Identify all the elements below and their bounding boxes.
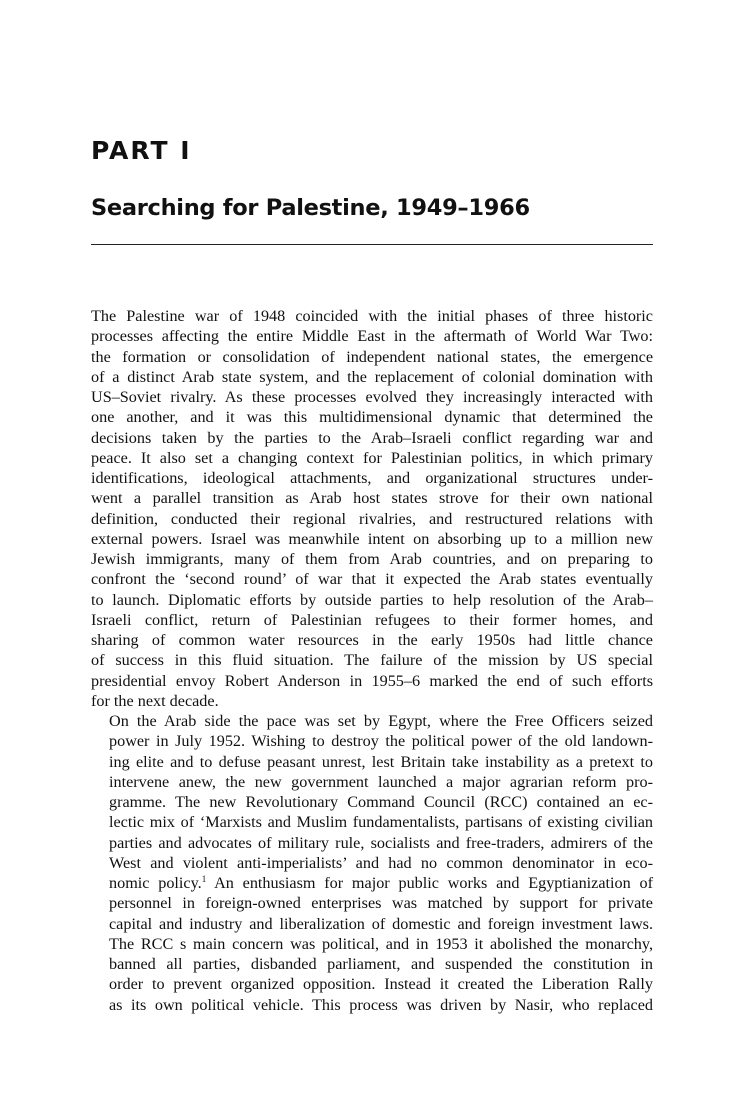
text-line: to launch. Diplomatic efforts by outside parties to help resolution of the Arab– (91, 590, 653, 609)
text-line: the formation or consolidation of independent national states, the emergence (91, 347, 653, 366)
text-line: The RCC s main concern was political, and in 1953 it abolished the monarchy, (109, 934, 653, 953)
text-fragment: nomic policy. (109, 874, 202, 892)
text-line: decisions taken by the parties to the Arab–Israeli conflict regarding war and (91, 428, 653, 447)
text-line: ing elite and to defuse peasant unrest, lest Britain take instability as a pretext to (109, 752, 653, 771)
text-line: processes affecting the entire Middle East in the aftermath of World War Two: (91, 327, 653, 346)
text-line: personnel in foreign-owned enterprises was matched by support for private (109, 894, 653, 913)
text-line: one another, and it was this multidimensional dynamic that determined the (91, 408, 653, 427)
text-line: On the Arab side the pace was set by Egypt, where the Free Officers seized (109, 712, 653, 730)
text-line: external powers. Israel was meanwhile intent on absorbing up to a million new (91, 529, 653, 548)
footnote-marker[interactable]: 1 (201, 874, 207, 884)
text-line: West and violent anti-imperialists’ and had no common denominator in eco- (109, 853, 653, 872)
text-line: peace. It also set a changing context for Palestinian politics, in which primary (91, 448, 653, 467)
text-line: Israeli conflict, return of Palestinian refugees to their former homes, and (91, 610, 653, 629)
text-fragment: An enthusiasm for major public works and Egyptianization of (206, 874, 653, 892)
text-line: of a distinct Arab state system, and the replacement of colonial domination with (91, 367, 653, 386)
text-line: confront the ‘second round’ of war that it expected the Arab states eventually (91, 570, 653, 589)
text-line: lectic mix of ‘Marxists and Muslim fundamentalists, partisans of existing civilian (109, 813, 653, 832)
text-line: The Palestine war of 1948 coincided with the initial phases of three historic (91, 307, 653, 325)
text-line: order to prevent organized opposition. Instead it created the Liberation Rally (109, 975, 653, 994)
text-line: gramme. The new Revolutionary Command Council (RCC) contained an ec- (109, 793, 653, 811)
text-line: definition, conducted their regional rivalries, and restructured relations with (91, 509, 653, 528)
paragraph-2 (91, 711, 653, 1015)
text-line: for the next decade. (91, 691, 219, 710)
text-line: parties and advocates of military rule, socialists and free-traders, admirers of the (109, 833, 653, 852)
text-line: capital and industry and liberalization of domestic and foreign investment laws. (109, 914, 653, 933)
text-line: intervene anew, the new government launched a major agrarian reform pro- (109, 772, 653, 791)
title-rule (91, 244, 653, 245)
paragraph-1 (91, 306, 653, 711)
text-line: banned all parties, disbanded parliament, and suspended the constitution in (109, 955, 653, 973)
text-line: presidential envoy Robert Anderson in 1955–6 marked the end of such efforts (91, 671, 653, 690)
text-line: power in July 1952. Wishing to destroy the political power of the old landown- (109, 732, 653, 751)
text-line: went a parallel transition as Arab host states strove for their own national (91, 489, 653, 508)
text-line: sharing of common water resources in the early 1950s had little chance (91, 631, 653, 649)
text-line: Jewish immigrants, many of them from Arab countries, and on preparing to (91, 550, 653, 568)
text-line: US–Soviet rivalry. As these processes evolved they increasingly interacted with (91, 388, 653, 406)
text-line: identifications, ideological attachments, and organizational structures under- (91, 469, 653, 487)
text-line: as its own political vehicle. This process was driven by Nasir, who replaced (109, 995, 653, 1014)
text-line (91, 873, 653, 893)
text-line: of success in this fluid situation. The failure of the mission by US special (91, 651, 653, 670)
body-text (91, 306, 653, 1015)
chapter-title: Searching for Palestine, 1949–1966 (91, 195, 530, 221)
part-label: PART I (91, 136, 192, 165)
